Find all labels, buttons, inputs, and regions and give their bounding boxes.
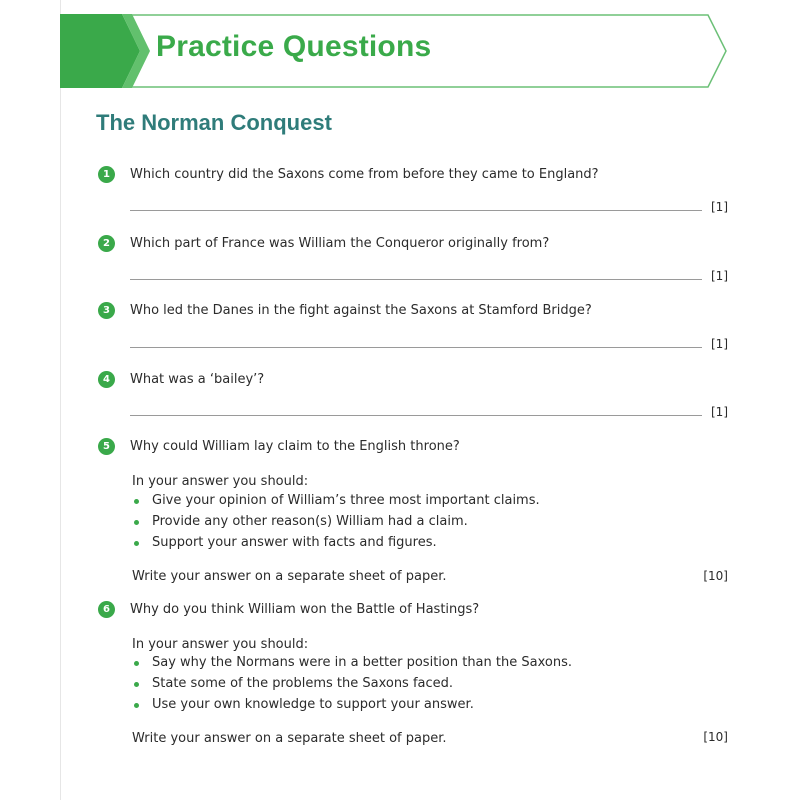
question-4 [98, 371, 730, 421]
bullet-icon [134, 541, 139, 546]
marks-label: [1] [711, 269, 728, 283]
bullet-icon [134, 682, 139, 687]
bullet-icon [134, 661, 139, 666]
question-text: What was a ‘bailey’? [130, 372, 265, 387]
question-text: Which part of France was William the Conqueror originally from? [130, 236, 550, 251]
question-text: Which country did the Saxons come from before they came to England? [130, 167, 599, 182]
question-number-badge: 5 [98, 438, 115, 455]
answer-guidance-intro: In your answer you should: [132, 637, 309, 652]
guidance-list [132, 490, 540, 553]
answer-instruction: Write your answer on a separate sheet of paper. [132, 569, 447, 584]
header-banner [60, 14, 728, 88]
question-text: Why do you think William won the Battle of Hastings? [130, 602, 480, 617]
answer-line[interactable] [130, 210, 702, 211]
question-text: Who led the Danes in the fight against the Saxons at Stamford Bridge? [130, 303, 592, 318]
question-2 [98, 235, 730, 285]
guidance-item: Provide any other reason(s) William had a claim. [132, 511, 540, 532]
marks-label: [10] [703, 730, 728, 744]
guidance-item: Give your opinion of William’s three most important claims. [132, 490, 540, 511]
question-text: Why could William lay claim to the English throne? [130, 439, 460, 454]
question-3 [98, 302, 730, 352]
guidance-item: State some of the problems the Saxons faced. [132, 673, 572, 694]
marks-label: [1] [711, 200, 728, 214]
marks-label: [1] [711, 337, 728, 351]
guidance-item: Use your own knowledge to support your answer. [132, 694, 572, 715]
answer-instruction: Write your answer on a separate sheet of paper. [132, 731, 447, 746]
section-title: The Norman Conquest [96, 110, 332, 135]
bullet-icon [134, 520, 139, 525]
answer-line[interactable] [130, 279, 702, 280]
answer-line[interactable] [130, 347, 702, 348]
question-number-badge: 2 [98, 235, 115, 252]
question-number-badge: 6 [98, 601, 115, 618]
question-5 [98, 438, 730, 588]
question-1 [98, 166, 730, 216]
question-number-badge: 1 [98, 166, 115, 183]
answer-line[interactable] [130, 415, 702, 416]
question-number-badge: 3 [98, 302, 115, 319]
guidance-item: Support your answer with facts and figures. [132, 532, 540, 553]
marks-label: [1] [711, 405, 728, 419]
page-title: Practice Questions [156, 30, 432, 63]
page-edge [60, 0, 61, 800]
answer-guidance-intro: In your answer you should: [132, 474, 309, 489]
guidance-item: Say why the Normans were in a better position than the Saxons. [132, 652, 572, 673]
question-number-badge: 4 [98, 371, 115, 388]
question-6 [98, 601, 730, 751]
marks-label: [10] [703, 569, 728, 583]
guidance-list [132, 652, 572, 715]
bullet-icon [134, 703, 139, 708]
bullet-icon [134, 499, 139, 504]
